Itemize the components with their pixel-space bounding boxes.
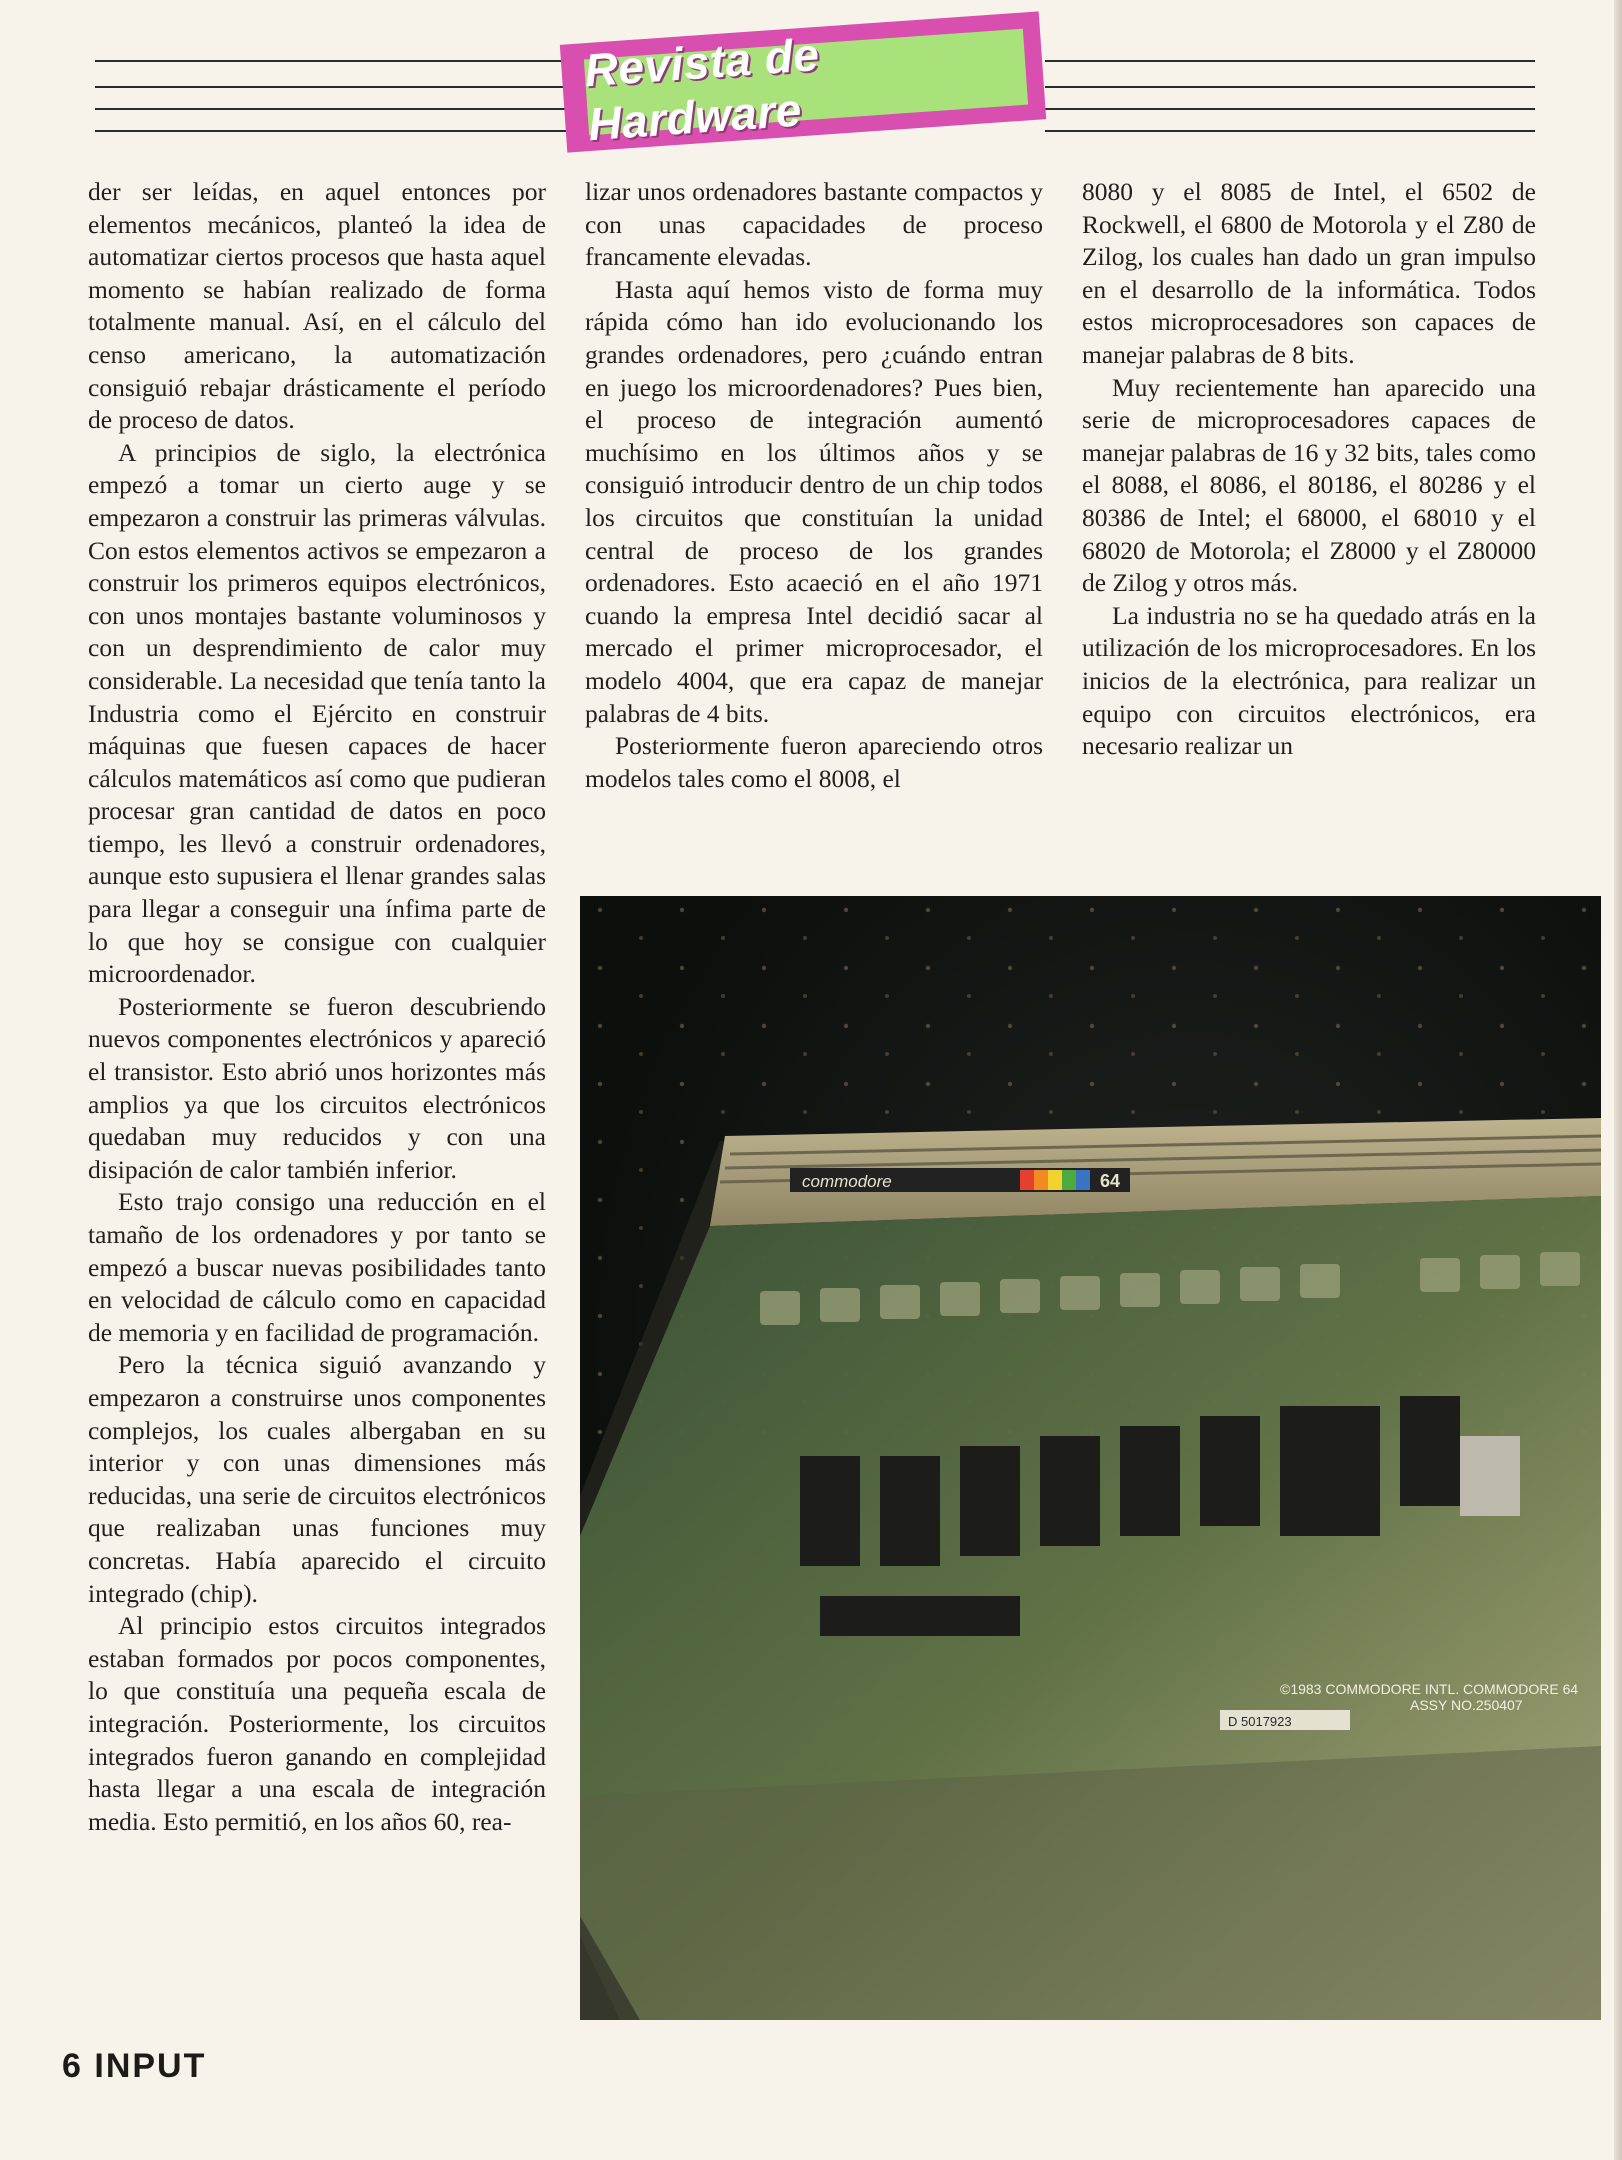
paragraph: Posteriormente se fueron descubriendo nuevos componentes electrónicos y apareció el transistor. Esto abrió unos horizontes más amplios ya que los circuitos electrónicos quedaban muy reducidos y con una disipación de calor también inferior. (88, 991, 546, 1184)
model-number: 64 (1100, 1171, 1121, 1191)
magazine-name: INPUT (94, 2047, 207, 2085)
commodore-64-photo (580, 896, 1601, 2020)
paragraph: La industria no se ha quedado atrás en la utilización de los microprocesadores. En los inicios de la electrónica, para realizar un equipo con circuitos electrónicos, era necesario realizar un (1082, 600, 1536, 761)
section-title: Revista de Hardware (582, 28, 822, 151)
paragraph: Muy recientemente han aparecido una serie de microprocesadores capaces de manejar palabras de 16 y 32 bits, tales como el 8088, el 8086, el 80186, el 80286 y el 80386 de Intel; el 68000, el 68010 y el 68020 de Motorola; el Z8000 y el Z80000 de Zilog y otros más. (1082, 372, 1536, 598)
paragraph: der ser leídas, en aquel entonces por elementos mecánicos, planteó la idea de automatizar ciertos procesos que hasta aquel momento se habían realizado de forma totalmente manual. Así, en el cálculo del censo americano, la automatización consiguió rebajar drásticamente el período de proceso de datos. (88, 177, 546, 435)
paragraph: Esto trajo consigo una reducción en el tamaño de los ordenadores y por tanto se empezó a buscar nuevas posibilidades tanto en velocidad de cálculo como en capacidad de memoria y en facilidad de programación. (88, 1187, 546, 1347)
section-banner (582, 28, 1028, 151)
article-column-1 (88, 176, 546, 1838)
article-column-3 (1082, 176, 1536, 763)
page-footer (62, 2047, 206, 2086)
paragraph: Hasta aquí hemos visto de forma muy rápida cómo han ido evolucionando los grandes ordenadores, pero ¿cuándo entran en juego los microordenadores? Pues bien, el proceso de integración aumentó muchísimo en los últimos años y se consiguió introducir dentro de un chip todos los circuitos que constituían la unidad central de proceso de los grandes ordenadores. Esto acaeció en el año 1971 cuando la empresa Intel decidió sacar al mercado el primer microprocesador, el modelo 4004, que era capaz de manejar palabras de 4 bits. (585, 274, 1043, 728)
board-assembly-number: ASSY NO.250407 (1410, 1697, 1523, 1713)
paragraph: Pero la técnica siguió avanzando y empezaron a construirse unos componentes complejos, los cuales albergaban en su interior y con unas dimensiones más reducidas, una serie de circuitos electrónicos que realizaban unas funciones muy concretas. Había aparecido el circuito integrado (chip). (88, 1350, 546, 1608)
serial-label: D 5017923 (1228, 1714, 1292, 1729)
paragraph: lizar unos ordenadores bastante compactos y con unas capacidades de proceso francamente elevadas. (585, 177, 1043, 272)
page-number: 6 (62, 2047, 83, 2085)
computer-illustration (580, 896, 1601, 2020)
brand-name: commodore (802, 1172, 892, 1191)
article-column-2 (585, 176, 1043, 795)
page-edge (1614, 0, 1622, 2160)
paragraph: Al principio estos circuitos integrados estaban formados por pocos componentes, lo que constituía una pequeña escala de integración. Posteriormente, los circuitos integrados fueron ganando en complejidad hasta llegar a una escala de integración media. Esto permitió, en los años 60, rea- (88, 1611, 546, 1836)
paragraph: Posteriormente fueron apareciendo otros modelos tales como el 8008, el (585, 731, 1043, 793)
board-label: ©1983 COMMODORE INTL. COMMODORE 64 (1280, 1681, 1579, 1697)
paragraph: 8080 y el 8085 de Intel, el 6502 de Rockwell, el 6800 de Motorola y el Z80 de Zilog, los cuales han dado un gran impulso en el desarrollo de la informática. Todos estos microprocesadores son capaces de manejar palabras de 8 bits. (1082, 177, 1536, 369)
paragraph: A principios de siglo, la electrónica empezó a tomar un cierto auge y se empezaron a construir las primeras válvulas. Con estos elementos activos se empezaron a construir los primeros equipos electrónicos, con unos montajes bastante voluminosos y con un desprendimiento de calor muy considerable. La necesidad que tenía tanto la Industria como el Ejército en construir máquinas que fuesen capaces de hacer cálculos matemáticos así como que pudieran procesar gran cantidad de datos en poco tiempo, les llevó a construir ordenadores, aunque esto supusiera el llenar grandes salas para llegar a conseguir una ínfima parte de lo que hoy se consigue con cualquier microordenador. (88, 437, 546, 989)
